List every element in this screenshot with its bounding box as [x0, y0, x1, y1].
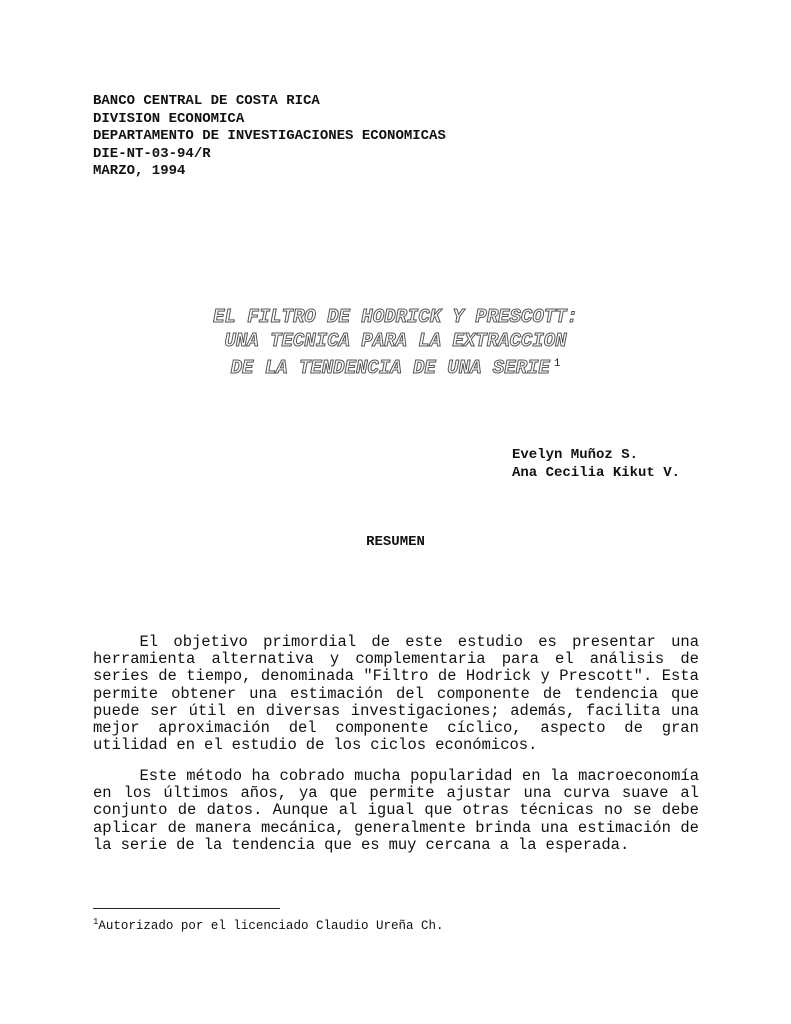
paragraph-line	[93, 768, 699, 785]
word: en	[236, 701, 256, 720]
word: este	[405, 633, 443, 651]
word: cíclico,	[447, 718, 522, 737]
institution-header	[93, 93, 446, 181]
word: estimación	[290, 684, 384, 703]
word: igual	[367, 801, 415, 820]
word: diversas	[265, 701, 341, 720]
word: del	[288, 718, 317, 737]
word: brinda	[475, 818, 532, 837]
word: análisis	[589, 650, 665, 669]
author-1: Evelyn Muñoz S.	[512, 447, 639, 463]
word: de	[177, 801, 197, 820]
word: ajustar	[446, 784, 512, 803]
document-title	[0, 306, 791, 381]
word: una	[671, 633, 699, 651]
word: del	[395, 684, 424, 703]
word: se	[632, 801, 652, 820]
paragraph-line	[93, 837, 699, 854]
word: años,	[240, 784, 288, 803]
paragraph-line	[93, 720, 699, 737]
paragraph-line	[93, 820, 699, 837]
word: método	[186, 767, 242, 785]
word: manera	[195, 818, 252, 837]
word: puede	[93, 701, 140, 720]
word: los	[123, 784, 152, 803]
word: ha	[251, 767, 271, 785]
word: componente	[335, 718, 429, 737]
word: conjunto	[93, 801, 168, 820]
word: cobrado	[279, 767, 345, 785]
word: objetivo	[173, 633, 248, 651]
word: mecánica,	[260, 818, 345, 837]
word: de	[542, 684, 562, 703]
word: primordial	[263, 633, 357, 651]
paragraph-line	[93, 703, 699, 720]
word: Prescott".	[559, 667, 653, 686]
word: curva	[563, 784, 610, 803]
title-line-3-text: DE LA TENDENCIA DE UNA SERIE	[230, 357, 550, 379]
word: de	[680, 818, 699, 837]
word: macroeconomía	[578, 767, 699, 785]
word: además,	[510, 701, 576, 720]
word: permite	[93, 684, 159, 703]
word: y	[329, 650, 340, 669]
author-2: Ana Cecilia Kikut V.	[512, 465, 681, 481]
word: que	[424, 801, 453, 820]
word: herramienta	[93, 650, 196, 669]
word: estimación	[577, 818, 671, 837]
word: facilita	[586, 701, 661, 720]
word: de	[371, 633, 391, 651]
title-footnote-marker: 1	[553, 358, 561, 370]
word: de	[624, 718, 643, 737]
word: una	[523, 784, 552, 803]
word: series	[93, 667, 149, 686]
word: suave	[621, 784, 669, 803]
word: el	[555, 650, 574, 669]
word: de	[305, 736, 325, 755]
word: gran	[661, 718, 699, 737]
word: de	[680, 650, 699, 669]
resumen-heading: RESUMEN	[366, 534, 425, 550]
word: Este	[93, 767, 177, 785]
word: obtener	[171, 684, 237, 703]
footnote	[93, 914, 443, 934]
word: en	[176, 736, 196, 755]
word: útil	[188, 701, 226, 720]
word: en	[93, 784, 112, 803]
word: económicos.	[435, 736, 538, 755]
word: estudio	[457, 633, 523, 651]
word: una	[671, 701, 699, 720]
word: tiempo,	[186, 667, 252, 686]
word: muy	[388, 835, 417, 854]
title-line-2: UNA TECNICA PARA LA EXTRACCION	[224, 329, 567, 352]
word: en	[521, 767, 541, 785]
paragraph-line	[93, 737, 699, 754]
word: de	[437, 667, 457, 686]
footnote-text: Autorizado por el licenciado Claudio Ureña Ch.	[98, 919, 444, 933]
word: al	[680, 784, 699, 803]
word: tendencia	[231, 835, 316, 854]
resumen-paragraph-2	[93, 768, 699, 854]
word: Hodrick	[465, 667, 532, 686]
word: Aunque	[272, 801, 329, 820]
word: la	[550, 767, 569, 785]
word: y	[540, 667, 550, 686]
word: permite	[369, 784, 435, 803]
header-line-doc-code: DIE-NT-03-94/R	[93, 145, 211, 162]
word: utilidad	[93, 736, 168, 755]
word: tendencia	[574, 684, 659, 703]
word: popularidad	[410, 767, 513, 785]
word: componente	[436, 684, 530, 703]
title-line-1: EL FILTRO DE HODRICK Y PRESCOTT:	[213, 306, 578, 328]
word: la	[203, 835, 223, 854]
word: aproximación	[158, 718, 270, 737]
word: complementaria	[355, 650, 486, 669]
word: de	[158, 667, 177, 686]
word: datos.	[206, 801, 263, 820]
word: la	[93, 835, 112, 854]
word: ser	[150, 701, 179, 720]
word: una	[249, 684, 278, 703]
resumen-paragraph-1	[93, 634, 699, 754]
word: ya	[298, 784, 318, 803]
header-line-bank: BANCO CENTRAL DE COSTA RICA	[93, 93, 320, 109]
word: esperada.	[545, 835, 630, 854]
word: aspecto	[540, 718, 606, 737]
word: técnicas	[519, 801, 594, 820]
word: aplicar	[93, 818, 159, 837]
word: presentar	[572, 633, 656, 651]
footnote-divider	[93, 908, 280, 909]
word: que	[671, 684, 699, 703]
paragraph-line	[93, 651, 699, 668]
header-line-department: DEPARTAMENTO DE INVESTIGACIONES ECONOMICAS	[93, 128, 446, 145]
paragraph-line	[93, 802, 699, 819]
word: generalmente	[354, 818, 466, 837]
word: que	[329, 784, 358, 803]
word: serie	[120, 835, 168, 854]
word: que	[324, 835, 352, 854]
footnote-marker: 1	[93, 917, 99, 927]
word: es	[538, 633, 557, 651]
word: debe	[661, 801, 699, 820]
word: una	[540, 818, 569, 837]
word: denominada	[260, 667, 354, 686]
word: mejor	[93, 718, 140, 737]
word: al	[338, 801, 358, 820]
word: Esta	[661, 667, 699, 686]
paragraph-line	[93, 634, 699, 651]
word: cercana	[425, 835, 491, 854]
word: de	[176, 835, 195, 854]
word: estudio	[231, 736, 297, 755]
word: mucha	[354, 767, 401, 785]
word: a	[499, 835, 509, 854]
word: no	[604, 801, 623, 820]
paragraph-line	[93, 686, 699, 703]
word: otras	[462, 801, 510, 820]
header-line-division: DIVISION ECONOMICA	[93, 110, 245, 127]
word: últimos	[163, 784, 229, 803]
word: para	[501, 650, 539, 669]
word: es	[360, 835, 380, 854]
paragraph-line	[93, 785, 699, 802]
authors	[512, 446, 680, 482]
title-line-3	[0, 353, 791, 381]
word: de	[167, 818, 187, 837]
word: el	[204, 736, 223, 755]
word: "Filtro	[363, 667, 429, 686]
word: El	[93, 633, 159, 651]
paragraph-line	[93, 668, 699, 685]
word: la	[517, 835, 537, 854]
word: los	[333, 736, 362, 755]
word: investigaciones;	[350, 701, 500, 720]
word: ciclos	[370, 736, 427, 755]
word: alternativa	[211, 650, 314, 669]
header-line-date: MARZO, 1994	[93, 163, 186, 180]
